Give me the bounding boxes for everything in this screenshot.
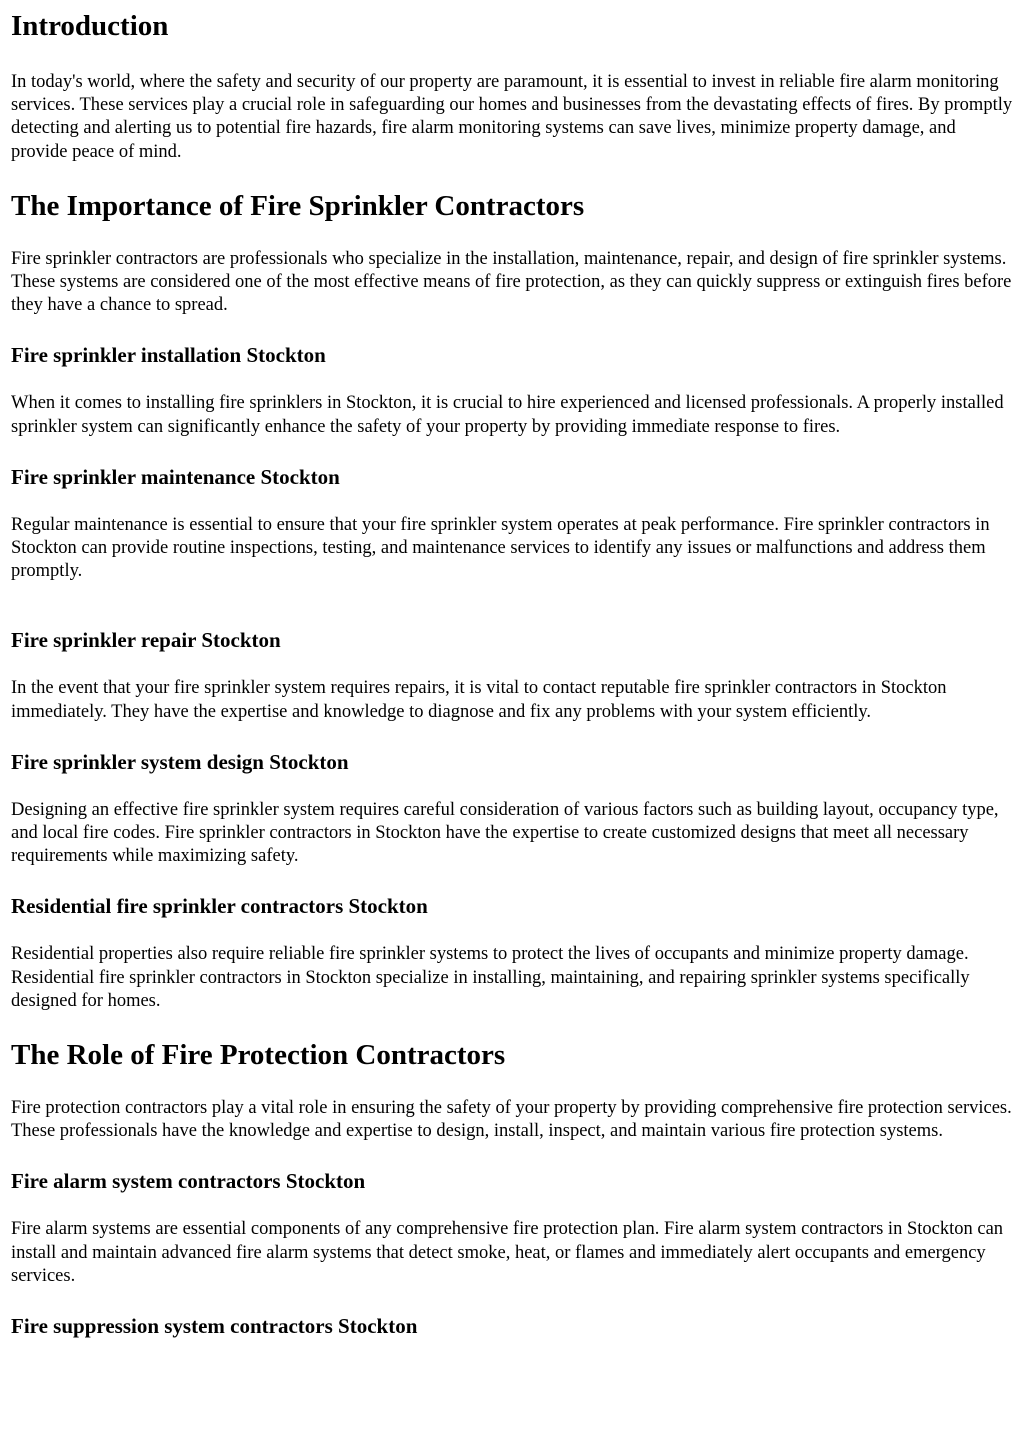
subheading-maintenance: Fire sprinkler maintenance Stockton [11, 464, 340, 489]
paragraph-design: Designing an effective fire sprinkler system requires careful consideration of various factors such as building layout, occupancy type, and local fire codes. Fire sprinkler contractors in Stockton have the expertise to create customized designs that meet all necessary requirements while maximizing safety. [11, 799, 999, 867]
paragraph-repair: In the event that your fire sprinkler system requires repairs, it is vital to contact reputable fire sprinkler contractors in Stockton immediately. They have the expertise and knowledge to diagnose and fix any problems with your system efficiently. [11, 678, 947, 722]
section-heading-sprinkler-importance: The Importance of Fire Sprinkler Contractors [11, 189, 585, 222]
section-heading-introduction: Introduction [11, 10, 169, 42]
subheading-alarm: Fire alarm system contractors Stockton [11, 1169, 366, 1194]
subheading-installation: Fire sprinkler installation Stockton [11, 343, 326, 368]
subheading-repair: Fire sprinkler repair Stockton [11, 628, 281, 653]
paragraph-maintenance: Regular maintenance is essential to ensure that your fire sprinkler system operates at peak performance. Fire sprinkler contractors in Stockton can provide routine inspections, testing, and maintenance services to identify any issues or malfunctions and address them promptly. [11, 514, 990, 582]
paragraph-alarm: Fire alarm systems are essential components of any comprehensive fire protection plan. Fire alarm system contractors in Stockton can install and maintain advanced fire alarm systems that detect smoke, heat, or flames and immediately alert occupants and emergency services. [11, 1219, 1004, 1286]
subheading-suppression: Fire suppression system contractors Stockton [11, 1314, 418, 1339]
paragraph-protection-role: Fire protection contractors play a vital role in ensuring the safety of your property by providing comprehensive fire protection services. These professionals have the knowledge and expertise to design, install, inspect, and maintain various fire protection systems. [11, 1098, 1012, 1142]
paragraph-residential: Residential properties also require reliable fire sprinkler systems to protect the lives of occupants and minimize property damage. Residential fire sprinkler contractors in Stockton specialize in installing, maintaining, and repairing sprinkler systems specifically designed for homes. [11, 944, 970, 1011]
section-heading-protection-role: The Role of Fire Protection Contractors [11, 1039, 506, 1072]
subheading-design: Fire sprinkler system design Stockton [11, 749, 349, 774]
paragraph-introduction: In today's world, where the safety and security of our property are paramount, it is essential to invest in reliable fire alarm monitoring services. These services play a crucial role in safeguarding our homes and businesses from the devastating effects of fires. By promptly detecting and alerting us to potential fire hazards, fire alarm monitoring systems can save lives, minimize property damage, and provide peace of mind. [11, 72, 1013, 162]
paragraph-installation: When it comes to installing fire sprinklers in Stockton, it is crucial to hire experienced and licensed professionals. A properly installed sprinkler system can significantly enhance the safety of your property by providing immediate response to fires. [11, 393, 1004, 437]
subheading-residential: Residential fire sprinkler contractors Stockton [11, 894, 428, 919]
paragraph-sprinkler-importance: Fire sprinkler contractors are professionals who specialize in the installation, maintenance, repair, and design of fire sprinkler systems. These systems are considered one of the most effective means of fire protection, as they can quickly suppress or extinguish fires before they have a chance to spread. [11, 248, 1012, 316]
